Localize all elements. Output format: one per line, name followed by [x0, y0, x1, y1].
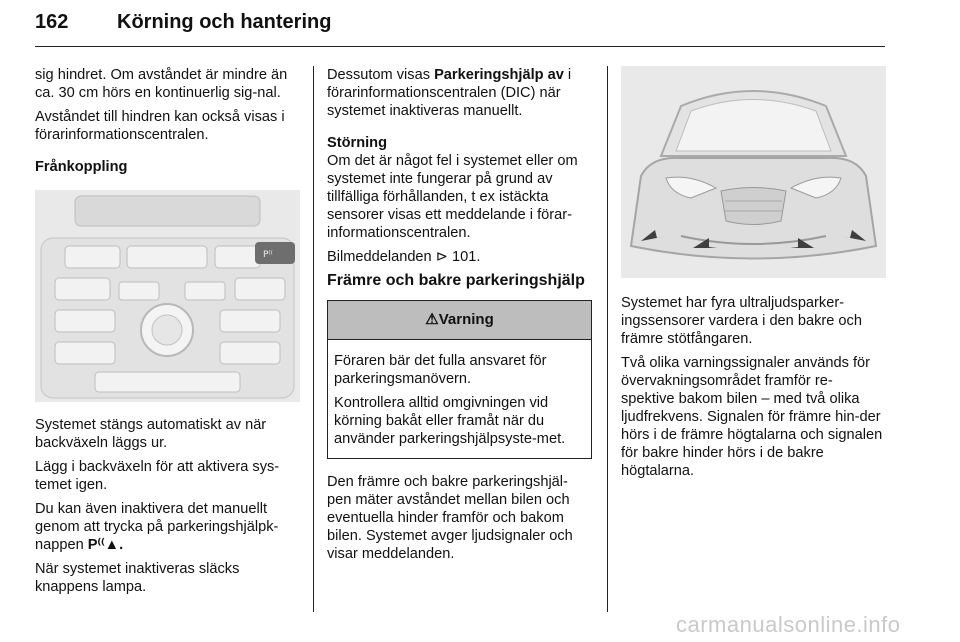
display-message: Parkeringshjälp av	[434, 67, 564, 83]
warning-paragraph: Föraren bär det fulla ansvaret för parkeringsmanövern.	[334, 353, 547, 387]
paragraph: sig hindret. Om avståndet är mindre än ca. 30 cm hörs en kontinuerlig sig-nal.	[35, 67, 288, 101]
car-front-icon	[621, 66, 886, 278]
heading-frankoppling: Frånkoppling	[35, 159, 128, 175]
paragraph-text: Du kan även inaktivera det manuellt genom att trycka på parkeringshjälpk-nappen	[35, 501, 279, 553]
warning-box	[327, 300, 592, 459]
paragraph: Bilmeddelanden ⊳ 101.	[327, 249, 481, 265]
paragraph: Två olika varningssignaler används för övervakningsområdet framför re-spektive bakom bilen – med två olika ljudfrekvens. Signalen för främre hin-der hörs i de främre högtalarna och signalen för bakre hinder hörs i de bakre högtalarna.	[621, 355, 883, 479]
column-right	[621, 66, 886, 486]
paragraph: Systemet har fyra ultraljudsparker-ingssensorer vardera i den bakre och främre stötfångaren.	[621, 295, 862, 347]
paragraph-text: Dessutom visas	[327, 67, 435, 83]
paragraph: Om det är något fel i systemet eller om systemet inte fungerar på grund av tillfälliga förhållanden, t ex istäckta sensorer visas ett meddelande i förar-informationscentralen.	[327, 153, 578, 241]
console-illustration	[35, 190, 300, 402]
heading-storning: Störning	[327, 135, 387, 151]
column-divider	[313, 66, 314, 612]
paragraph: Den främre och bakre parkeringshjäl-pen mäter avståndet mellan bilen och eventuella hinder framför och bakom bilen. Systemet avger ljudsignaler och visar meddelanden.	[327, 474, 573, 562]
paragraph	[327, 66, 592, 120]
column-divider	[607, 66, 608, 612]
console-buttons-icon	[35, 190, 300, 402]
chapter-title: Körning och hantering	[117, 11, 332, 33]
paragraph: Systemet stängs automatiskt av när backväxeln läggs ur.	[35, 417, 267, 451]
column-middle	[327, 66, 592, 569]
warning-title: ⚠Varning	[328, 301, 591, 340]
column-left	[35, 66, 300, 602]
paragraph-text: i förarinformationscentralen (DIC) när systemet inaktiveras manuellt.	[327, 67, 572, 119]
warning-body	[328, 340, 591, 458]
paragraph: Lägg i backväxeln för att aktivera sys-temet igen.	[35, 459, 280, 493]
page-header	[35, 6, 885, 47]
paragraph: Avståndet till hindren kan också visas i förarinformationscentralen.	[35, 109, 285, 143]
parking-button-symbol: P⁽⁽▲.	[87, 537, 124, 553]
paragraph	[35, 500, 300, 554]
warning-paragraph: Kontrollera alltid omgivningen vid körning bakåt eller framåt när du använder parkeringshjälpsyste-met.	[334, 395, 566, 447]
page-number: 162	[35, 11, 69, 33]
section-title: Främre och bakre parkeringshjälp	[327, 272, 585, 289]
svg-text:P⁽⁽: P⁽⁽	[263, 250, 273, 260]
paragraph: När systemet inaktiveras släcks knappens lampa.	[35, 561, 240, 595]
watermark: carmanualsonline.info	[676, 612, 901, 637]
car-illustration	[621, 66, 886, 278]
